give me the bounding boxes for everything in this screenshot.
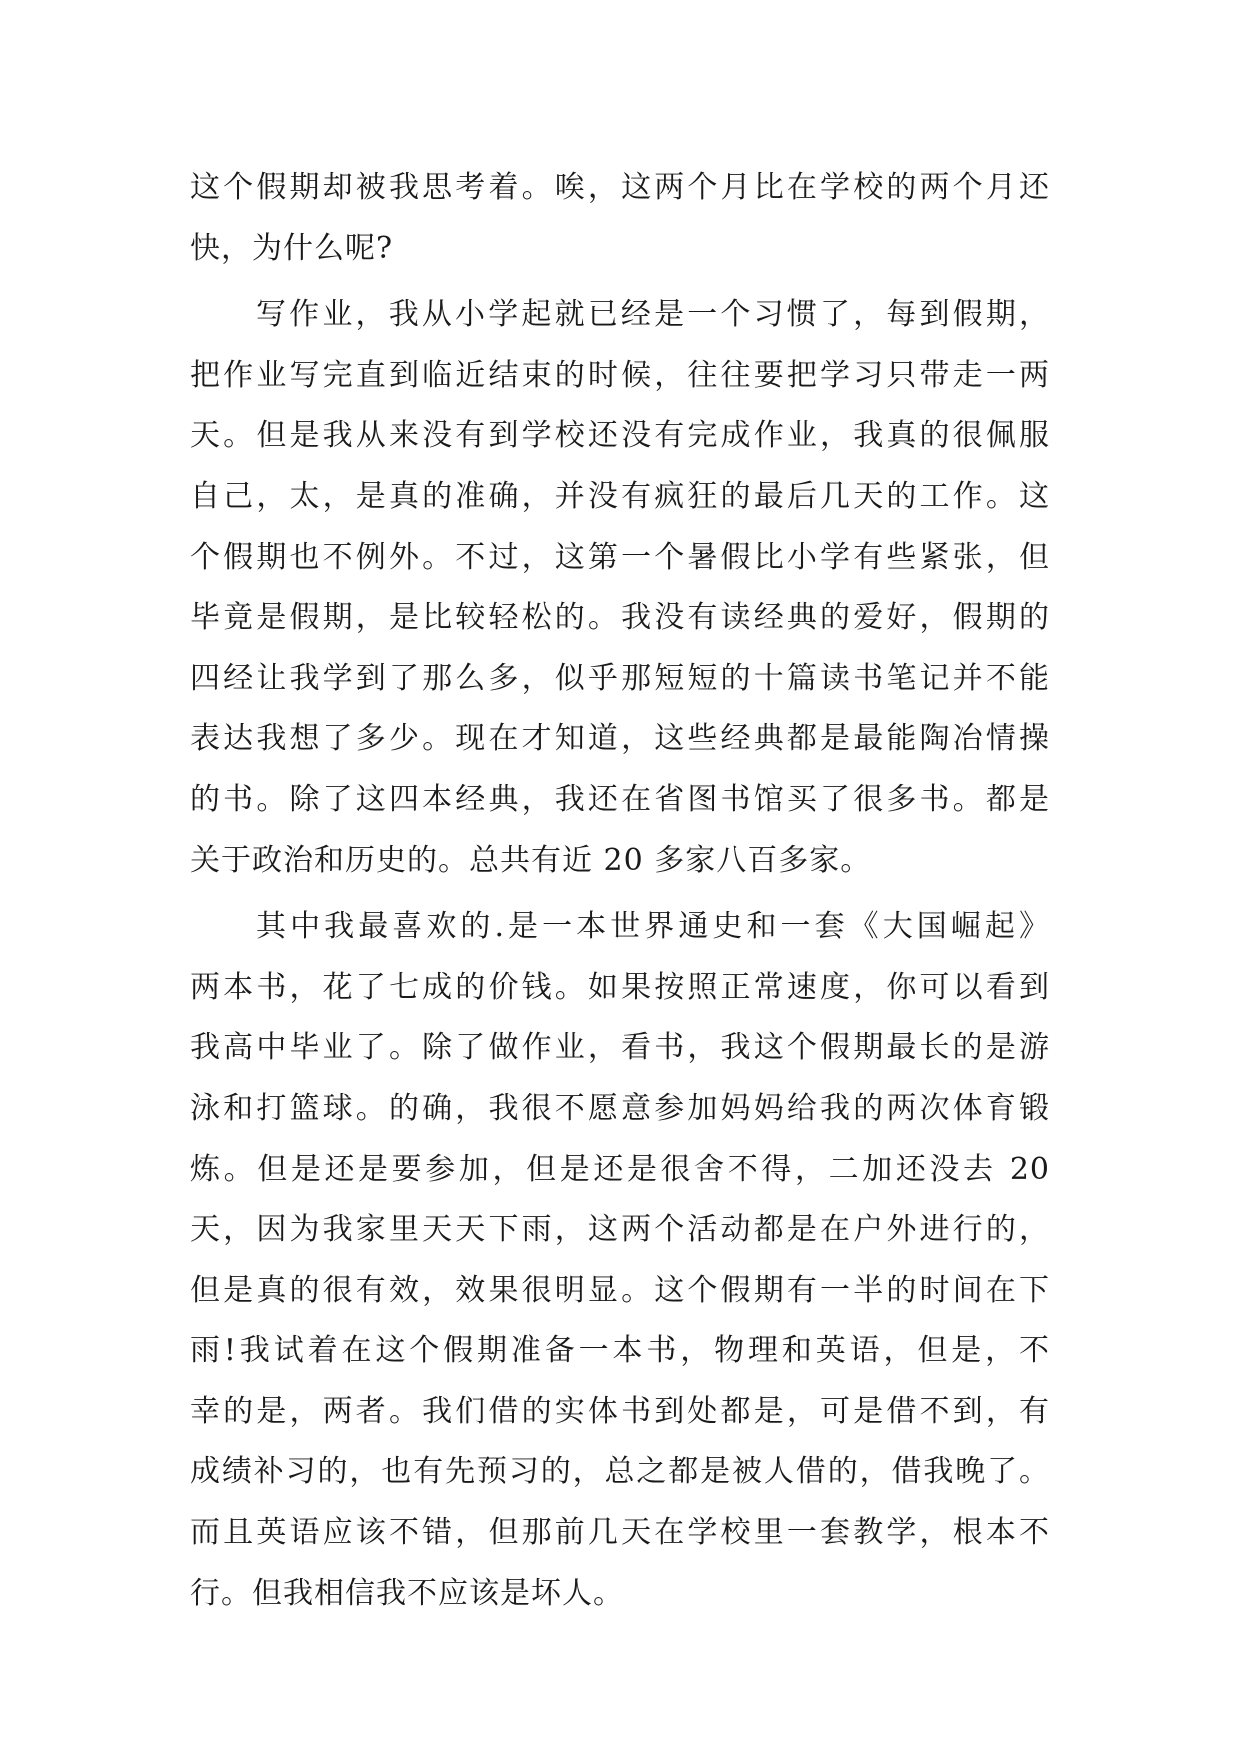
text-line: 我高中毕业了。除了做作业，看书，我这个假期最长的是游 xyxy=(190,1030,1050,1066)
text-line: 幸的是，两者。我们借的实体书到处都是，可是借不到，有 xyxy=(190,1393,1050,1429)
text-line: 自己，太，是真的准确，并没有疯狂的最后几天的工作。这 xyxy=(190,478,1050,514)
text-line: 成绩补习的，也有先预习的，总之都是被人借的，借我晚了。 xyxy=(190,1454,1050,1490)
text-line: 雨!我试着在这个假期准备一本书，物理和英语，但是，不 xyxy=(190,1333,1050,1369)
text-line: 行。但我相信我不应该是坏人。 xyxy=(190,1575,624,1611)
text-line: 的书。除了这四本经典，我还在省图书馆买了很多书。都是 xyxy=(190,781,1050,817)
text-line: 这个假期却被我思考着。唉，这两个月比在学校的两个月还 xyxy=(190,170,1050,205)
text-line: 但是真的很有效，效果很明显。这个假期有一半的时间在下 xyxy=(190,1272,1050,1308)
paragraph-3 xyxy=(190,897,1050,1624)
text-line: 泳和打篮球。的确，我很不愿意参加妈妈给我的两次体育锻 xyxy=(190,1090,1050,1126)
text-line: 两本书，花了七成的价钱。如果按照正常速度，你可以看到 xyxy=(190,969,1050,1005)
text-line: 天。但是我从来没有到学校还没有完成作业，我真的很佩服 xyxy=(190,418,1050,454)
paragraph-1 xyxy=(190,158,1050,279)
text-line: 四经让我学到了那么多，似乎那短短的十篇读书笔记并不能 xyxy=(190,660,1050,696)
text-line: 而且英语应该不错，但那前几天在学校里一套教学，根本不 xyxy=(190,1515,1050,1551)
text-line: 毕竟是假期，是比较轻松的。我没有读经典的爱好，假期的 xyxy=(190,600,1050,636)
text-line: 快，为什么呢? xyxy=(190,230,394,266)
text-line: 炼。但是还是要参加，但是还是很舍不得，二加还没去 20 xyxy=(190,1151,1050,1187)
text-line: 把作业写完直到临近结束的时候，往往要把学习只带走一两 xyxy=(190,357,1050,393)
text-line: 写作业，我从小学起就已经是一个习惯了，每到假期， xyxy=(256,297,1050,333)
paragraph-2 xyxy=(190,285,1050,891)
text-line: 表达我想了多少。现在才知道，这些经典都是最能陶冶情操 xyxy=(190,721,1050,757)
text-line: 关于政治和历史的。总共有近 20 多家八百多家。 xyxy=(190,842,872,878)
text-line: 天，因为我家里天天下雨，这两个活动都是在户外进行的， xyxy=(190,1212,1050,1248)
body-text xyxy=(190,158,1050,1624)
text-line: 个假期也不例外。不过，这第一个暑假比小学有些紧张，但 xyxy=(190,539,1050,575)
text-line: 其中我最喜欢的.是一本世界通史和一套《大国崛起》 xyxy=(256,909,1050,945)
